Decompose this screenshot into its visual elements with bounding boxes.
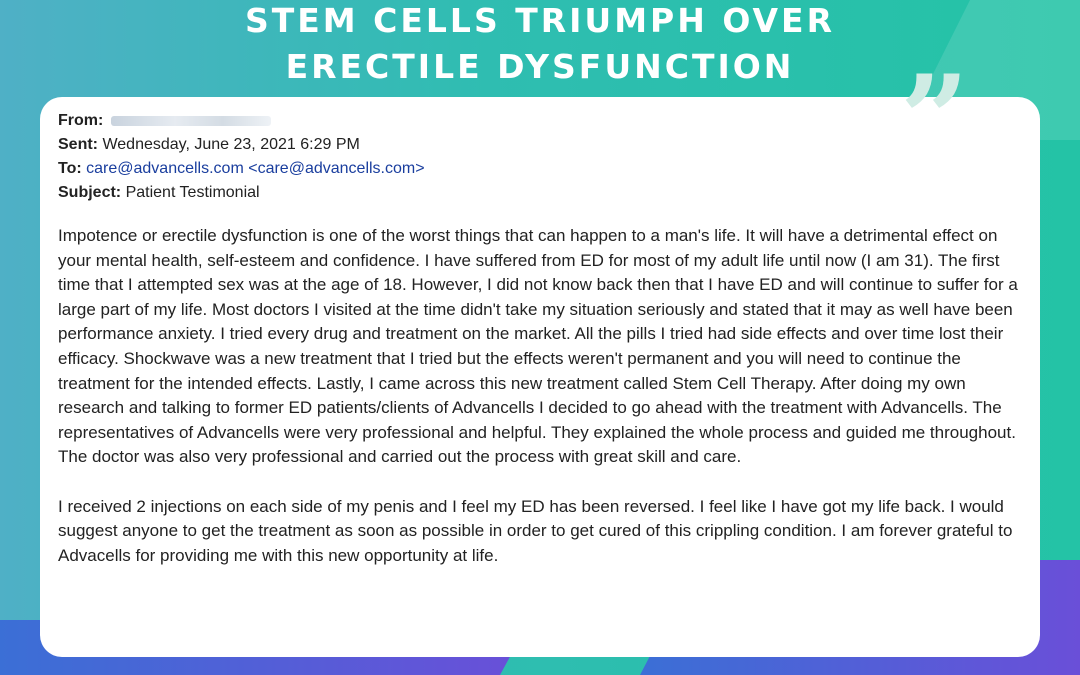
body-paragraph-1: Impotence or erectile dysfunction is one of the worst things that can happen to a man's life. It will have a detrimental effect on your mental health, self-esteem and confidence. I have suffered from ED for most of my adult life until now (I am 31). The first time that I attempted sex was at the age of 18. However, I did not know back then that I have ED and will continue to suffer for a large part of my life. Most doctors I visited at the time didn't take my situation seriously and stated that it may as well have been performance anxiety. I tried every drug and treatment on the market. All the pills I tried had side effects and over time lost their efficacy. Shockwave was a new treatment that I tried but the effects weren't permanent and you will need to continue the treatment for the intended effects. Lastly, I came across this new treatment called Stem Cell Therapy. After doing my own research and talking to former ED patients/clients of Advancells I decided to go ahead with the treatment with Advancells. The representatives of Advancells were very professional and helpful. They explained the whole process and guided me throughout. The doctor was also very professional and carried out the process with great skill and care. bbox=[58, 226, 1018, 467]
sent-label: Sent: bbox=[58, 136, 98, 153]
subject-label: Subject: bbox=[58, 184, 122, 201]
quote-mark-icon: ” bbox=[900, 49, 970, 190]
to-label: To: bbox=[58, 160, 82, 177]
from-row bbox=[58, 109, 425, 133]
sent-value: Wednesday, June 23, 2021 6:29 PM bbox=[102, 136, 360, 153]
subject-value: Patient Testimonial bbox=[125, 184, 260, 201]
to-email-link[interactable]: care@advancells.com bbox=[86, 160, 244, 177]
email-header bbox=[58, 109, 425, 205]
to-row bbox=[58, 157, 425, 181]
from-label: From: bbox=[58, 112, 104, 129]
to-email-display: <care@advancells.com> bbox=[248, 160, 425, 177]
redacted-sender bbox=[111, 116, 271, 126]
subject-row bbox=[58, 181, 425, 205]
email-body bbox=[58, 224, 1023, 568]
body-paragraph-2: I received 2 injections on each side of my penis and I feel my ED has been reversed. I feel like I have got my life back. I would suggest anyone to get the treatment as soon as possible in order to get cured of this crippling condition. I am forever grateful to Advacells for providing me with this new opportunity at life. bbox=[58, 496, 1013, 565]
title-line-1: STEM CELLS TRIUMPH OVER bbox=[244, 1, 835, 40]
title-line-2: ERECTILE DYSFUNCTION bbox=[285, 47, 795, 86]
sent-row bbox=[58, 133, 425, 157]
